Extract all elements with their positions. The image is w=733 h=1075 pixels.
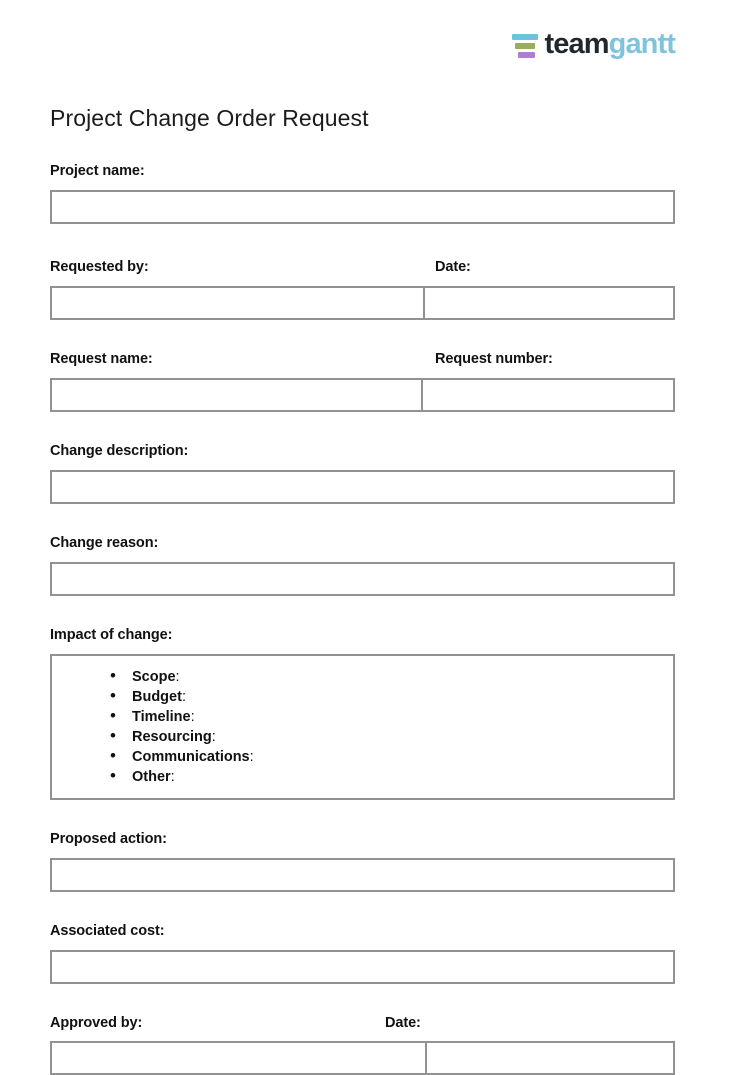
field-project-name — [50, 164, 675, 224]
label-proposed-action: Proposed action: — [50, 832, 675, 848]
input-proposed-action[interactable] — [50, 858, 675, 892]
impact-term-communications: Communications — [132, 749, 250, 765]
impact-list — [52, 667, 673, 787]
label-approved-date: Date: — [385, 1016, 675, 1032]
input-project-name[interactable] — [50, 190, 675, 224]
input-row-requested-by — [50, 286, 675, 320]
impact-colon: : — [191, 709, 195, 725]
field-impact-of-change — [50, 628, 675, 800]
impact-term-budget: Budget — [132, 689, 182, 705]
field-request-name-number — [50, 352, 675, 412]
field-change-description — [50, 444, 675, 504]
input-row-request-name — [50, 378, 675, 412]
label-change-reason: Change reason: — [50, 536, 675, 552]
label-row-approved-by — [50, 1016, 675, 1032]
list-item[interactable] — [110, 667, 673, 687]
input-approved-by[interactable] — [52, 1043, 427, 1073]
input-request-name[interactable] — [52, 380, 423, 410]
input-change-reason[interactable] — [50, 562, 675, 596]
input-approved-date[interactable] — [427, 1043, 673, 1073]
label-request-name: Request name: — [50, 352, 435, 368]
impact-colon: : — [250, 749, 254, 765]
field-requested-by-date — [50, 260, 675, 320]
input-associated-cost[interactable] — [50, 950, 675, 984]
list-item[interactable] — [110, 727, 673, 747]
list-item[interactable] — [110, 767, 673, 787]
logo-word-team: team — [545, 28, 609, 60]
label-project-name: Project name: — [50, 164, 675, 180]
field-approved-by-date — [50, 1016, 675, 1075]
label-requested-by: Requested by: — [50, 260, 435, 276]
impact-colon: : — [171, 769, 175, 785]
impact-colon: : — [176, 669, 180, 685]
impact-colon: : — [182, 689, 186, 705]
input-requested-date[interactable] — [425, 288, 673, 318]
list-item[interactable] — [110, 747, 673, 767]
input-request-number[interactable] — [423, 380, 673, 410]
label-request-number: Request number: — [435, 352, 675, 368]
input-requested-by[interactable] — [52, 288, 425, 318]
impact-colon: : — [212, 729, 216, 745]
list-item[interactable] — [110, 707, 673, 727]
input-change-description[interactable] — [50, 470, 675, 504]
impact-term-resourcing: Resourcing — [132, 729, 212, 745]
label-impact-of-change: Impact of change: — [50, 628, 675, 644]
field-change-reason — [50, 536, 675, 596]
label-requested-date: Date: — [435, 260, 675, 276]
label-row-requested-by — [50, 260, 675, 276]
label-row-request-name — [50, 352, 675, 368]
page-title: Project Change Order Request — [50, 0, 675, 132]
list-item[interactable] — [110, 687, 673, 707]
logo-word-gantt: gantt — [609, 28, 675, 60]
impact-term-scope: Scope — [132, 669, 176, 685]
field-proposed-action — [50, 832, 675, 892]
input-row-approved-by — [50, 1041, 675, 1075]
label-approved-by: Approved by: — [50, 1016, 385, 1032]
impact-term-other: Other — [132, 769, 171, 785]
field-associated-cost — [50, 924, 675, 984]
input-impact-of-change[interactable] — [50, 654, 675, 800]
label-associated-cost: Associated cost: — [50, 924, 675, 940]
label-change-description: Change description: — [50, 444, 675, 460]
impact-term-timeline: Timeline — [132, 709, 191, 725]
form-page — [50, 0, 675, 1075]
